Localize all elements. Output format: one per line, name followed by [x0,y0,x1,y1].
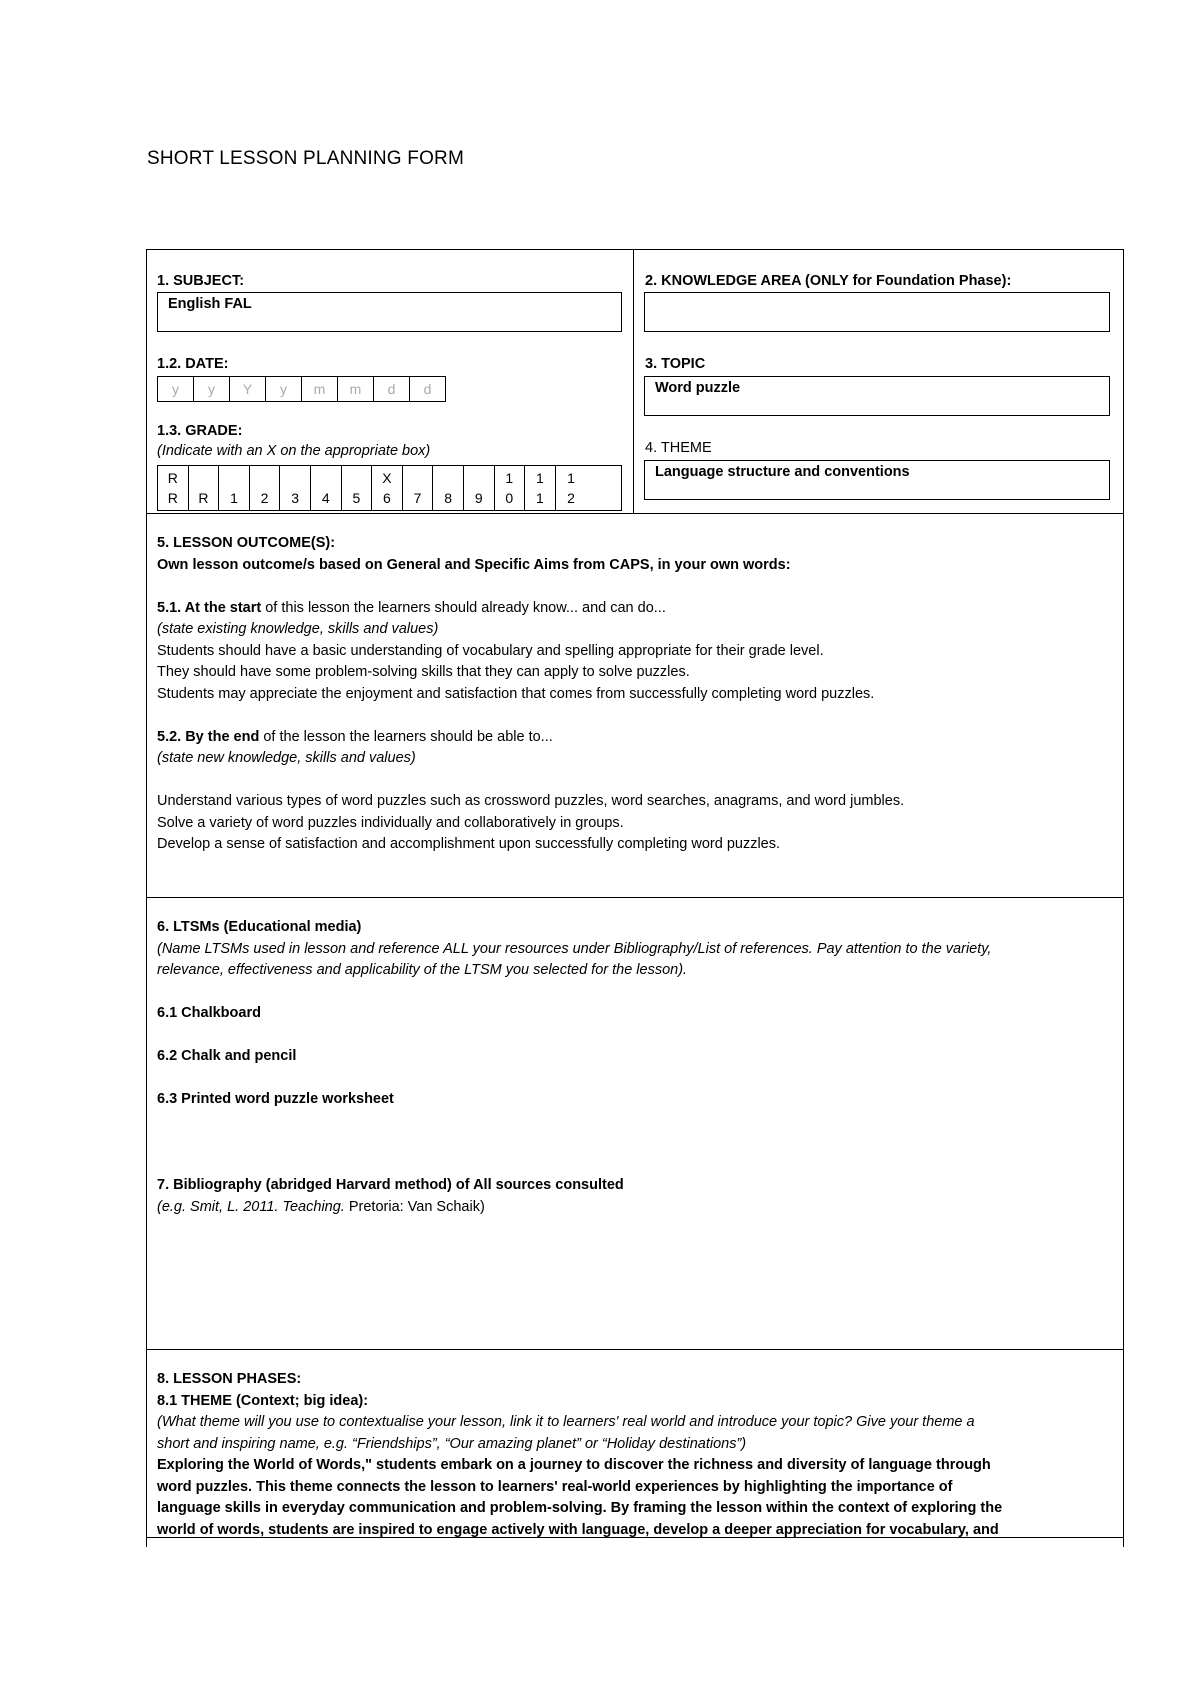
outcomes-start-item: Students should have a basic understanding of vocabulary and spelling appropriate for their grade level. [157,642,824,659]
ltsm-item: 6.3 Printed word puzzle worksheet [157,1091,394,1107]
date-digit[interactable]: m [302,377,338,401]
grade-cell-8[interactable]: 8 [433,466,464,510]
outcomes-start-hint: (state existing knowledge, skills and values) [157,621,439,637]
ltsm-item: 6.2 Chalk and pencil [157,1048,297,1064]
lesson-phases-section [157,1369,1103,1541]
phases-body-line: language skills in everyday communication and problem-solving. By framing the lesson within the context of exploring the [157,1500,1003,1516]
subject-field[interactable]: English FAL [157,292,622,332]
outcomes-start-item: They should have some problem-solving skills that they can apply to solve puzzles. [157,664,690,680]
grade-cell-2[interactable]: 2 [250,466,281,510]
grade-selector[interactable] [157,465,622,511]
page-title: SHORT LESSON PLANNING FORM [147,148,465,169]
grade-cell-r[interactable]: R R [158,466,189,510]
knowledge-area-label: 2. KNOWLEDGE AREA (ONLY for Foundation Phase): [645,273,1012,289]
grade-cell-11[interactable]: 1 1 [525,466,556,510]
grade-instruction: (Indicate with an X on the appropriate box) [157,443,431,459]
date-digit[interactable]: m [338,377,374,401]
grade-cell-10[interactable]: 1 0 [495,466,526,510]
grade-cell-3[interactable]: 3 [280,466,311,510]
date-digit[interactable]: y [266,377,302,401]
grade-cell-4[interactable]: 4 [311,466,342,510]
outcomes-end-line: 5.2. By the end of the lesson the learners should be able to... [157,728,553,745]
lesson-form [146,249,1124,1547]
grade-cell-rr[interactable]: R [189,466,220,510]
date-digit[interactable]: Y [230,377,266,401]
ltsm-section [157,917,1103,1218]
phases-hint: (What theme will you use to contextualise your lesson, link it to learners' real world and introduce your topic? Give your theme a [157,1414,975,1430]
phases-body-line: Exploring the World of Words," students embark on a journey to discover the richness and diversity of language through [157,1457,991,1473]
ltsm-heading: 6. LTSMs (Educational media) [157,919,362,935]
phases-hint: short and inspiring name, e.g. “Friendships”, “Our amazing planet” or “Holiday destinations”) [157,1435,747,1452]
grade-cell-6-selected[interactable]: X 6 [372,466,403,510]
date-digit[interactable]: d [374,377,410,401]
grade-label: 1.3. GRADE: [157,423,243,439]
row-divider-1 [147,513,1123,514]
grade-cell-1[interactable]: 1 [219,466,250,510]
topic-label: 3. TOPIC [645,356,706,372]
phases-theme-heading: 8.1 THEME (Context; big idea): [157,1392,369,1409]
outcomes-end-item: Develop a sense of satisfaction and accomplishment upon successfully completing word puzzles. [157,836,781,852]
date-label: 1.2. DATE: [157,356,229,372]
outcomes-heading: 5. LESSON OUTCOME(S): [157,535,336,551]
grade-cell-5[interactable]: 5 [342,466,373,510]
phases-body-line: world of words, students are inspired to engage actively with language, develop a deeper appreciation for vocabulary, and [157,1521,999,1538]
outcomes-start-line: 5.1. At the start of this lesson the learners should already know... and can do... [157,599,666,616]
top-divider [633,250,634,514]
topic-field[interactable]: Word puzzle [644,376,1110,416]
date-digit[interactable]: d [423,381,432,397]
outcomes-end-hint: (state new knowledge, skills and values) [157,750,416,766]
theme-field[interactable]: Language structure and conventions [644,460,1110,500]
lesson-outcomes-section [157,533,1103,856]
outcomes-end-item: Solve a variety of word puzzles individually and collaboratively in groups. [157,814,624,831]
date-digit[interactable]: y [158,377,194,401]
phases-body-line: word puzzles. This theme connects the lesson to learners' real-world experiences by highlighting the importance of [157,1478,953,1495]
bibliography-heading: 7. Bibliography (abridged Harvard method) of All sources consulted [157,1177,624,1193]
ltsm-item: 6.1 Chalkboard [157,1005,261,1021]
bibliography-example: (e.g. Smit, L. 2011. Teaching. Pretoria: Van Schaik) [157,1198,485,1215]
date-digit[interactable]: y [194,377,230,401]
row-divider-2 [147,897,1123,898]
grade-cell-7[interactable]: 7 [403,466,434,510]
outcomes-start-item: Students may appreciate the enjoyment and satisfaction that comes from successfully completing word puzzles. [157,685,875,702]
outcomes-subheading: Own lesson outcome/s based on General and Specific Aims from CAPS, in your own words: [157,556,791,573]
ltsm-hint: relevance, effectiveness and applicability of the LTSM you selected for the lesson). [157,962,688,978]
ltsm-hint: (Name LTSMs used in lesson and reference ALL your resources under Bibliography/List of references. Pay attention to the variety, [157,940,992,957]
grade-cell-12[interactable]: 1 2 [567,470,575,506]
row-divider-3 [147,1349,1123,1350]
knowledge-area-field[interactable] [644,292,1110,332]
subject-label: 1. SUBJECT: [157,273,245,289]
theme-label: 4. THEME [645,440,712,456]
date-field[interactable] [157,376,446,402]
outcomes-end-item: Understand various types of word puzzles such as crossword puzzles, word searches, anagrams, and word jumbles. [157,793,905,809]
grade-cell-9[interactable]: 9 [464,466,495,510]
phases-heading: 8. LESSON PHASES: [157,1371,302,1387]
